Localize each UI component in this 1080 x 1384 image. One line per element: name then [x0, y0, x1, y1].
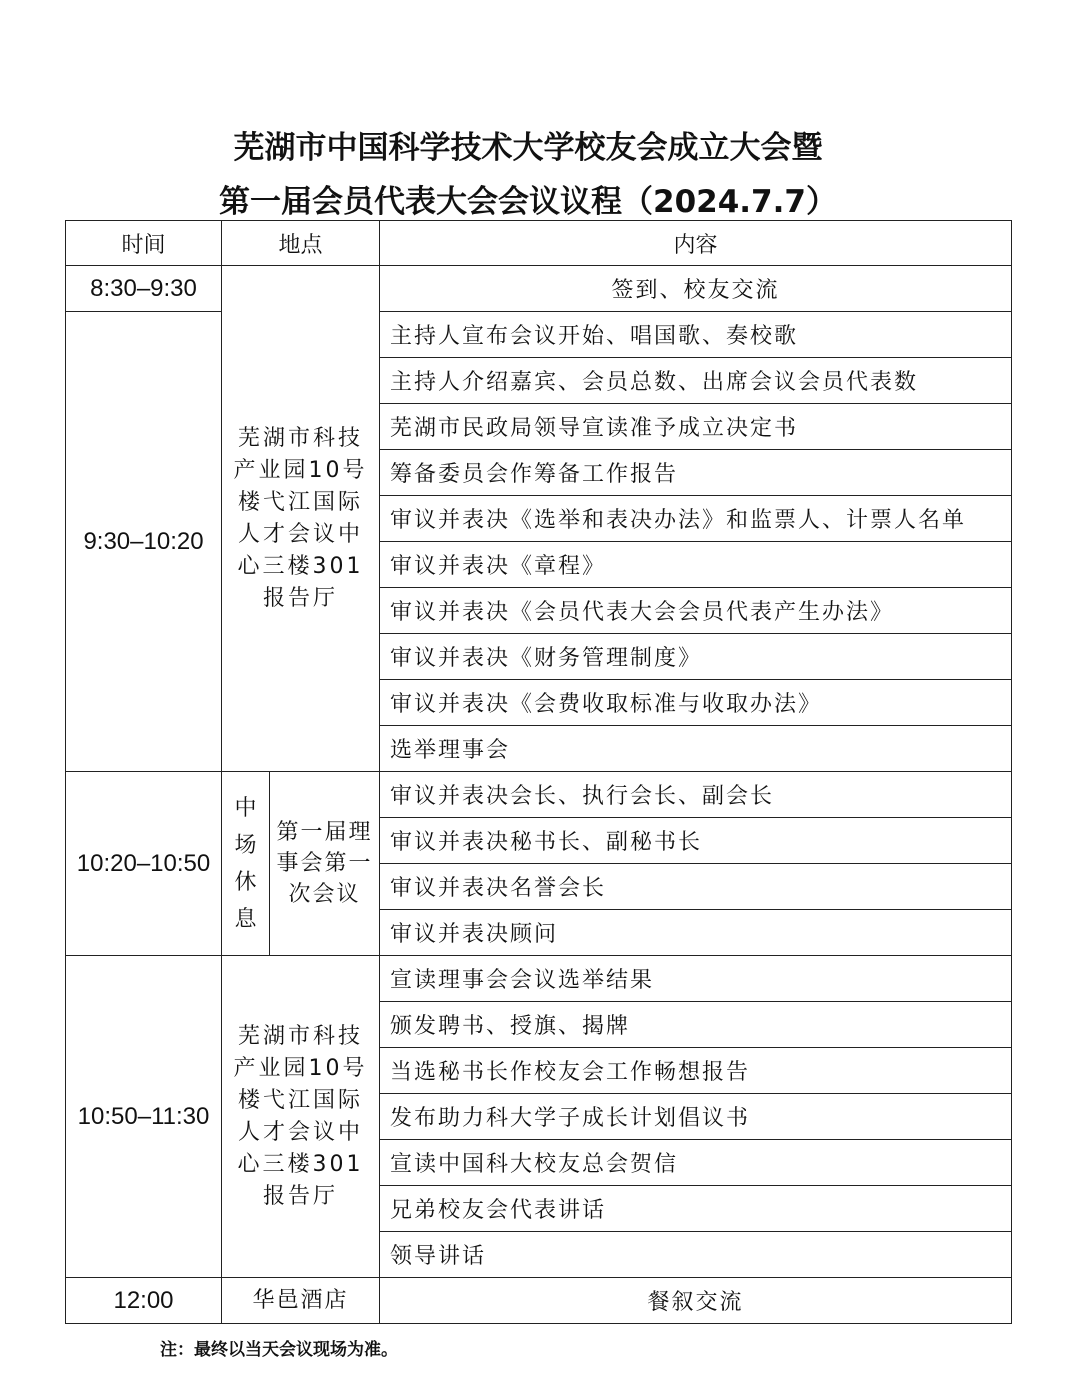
agenda-table — [65, 220, 1012, 1324]
place-cell: 芜湖市科技产业园10号楼弋江国际人才会议中心三楼301报告厅 — [222, 956, 380, 1278]
agenda-item: 审议并表决名誉会长 — [380, 864, 1012, 910]
agenda-item: 审议并表决《章程》 — [380, 542, 1012, 588]
meeting-cell: 第一届理事会第一次会议 — [270, 772, 380, 956]
place-cell: 华邑酒店 — [222, 1278, 380, 1324]
agenda-item: 颁发聘书、授旗、揭牌 — [380, 1002, 1012, 1048]
agenda-item: 宣读理事会会议选举结果 — [380, 956, 1012, 1002]
table-row — [66, 266, 1012, 312]
agenda-item: 当选秘书长作校友会工作畅想报告 — [380, 1048, 1012, 1094]
header-row — [66, 221, 1012, 266]
agenda-item: 审议并表决《选举和表决办法》和监票人、计票人名单 — [380, 496, 1012, 542]
agenda-item: 筹备委员会作筹备工作报告 — [380, 450, 1012, 496]
header-time: 时间 — [66, 221, 222, 266]
content-cell: 餐叙交流 — [380, 1278, 1012, 1324]
agenda-item: 审议并表决顾问 — [380, 910, 1012, 956]
agenda-item: 主持人宣布会议开始、唱国歌、奏校歌 — [380, 312, 1012, 358]
agenda-item: 审议并表决《会费收取标准与收取办法》 — [380, 680, 1012, 726]
agenda-item: 审议并表决《财务管理制度》 — [380, 634, 1012, 680]
time-cell: 10:50–11:30 — [66, 956, 222, 1278]
time-cell: 9:30–10:20 — [66, 312, 222, 772]
time-cell: 12:00 — [66, 1278, 222, 1324]
table-row — [66, 312, 1012, 358]
title-line-2: 第一届会员代表大会会议议程（2024.7.7） — [219, 184, 837, 220]
agenda-item: 审议并表决《会员代表大会会员代表产生办法》 — [380, 588, 1012, 634]
footnote: 注：最终以当天会议现场为准。 — [160, 1340, 398, 1360]
agenda-item: 选举理事会 — [380, 726, 1012, 772]
agenda-item: 审议并表决会长、执行会长、副会长 — [380, 772, 1012, 818]
agenda-item: 发布助力科大学子成长计划倡议书 — [380, 1094, 1012, 1140]
table-row — [66, 1278, 1012, 1324]
content-cell: 签到、校友交流 — [380, 266, 1012, 312]
time-cell: 8:30–9:30 — [66, 266, 222, 312]
agenda-item: 领导讲话 — [380, 1232, 1012, 1278]
header-place: 地点 — [222, 221, 380, 266]
agenda-item: 芜湖市民政局领导宣读准予成立决定书 — [380, 404, 1012, 450]
header-content: 内容 — [380, 221, 1012, 266]
title-line-1: 芜湖市中国科学技术大学校友会成立大会暨 — [233, 130, 823, 166]
place-cell: 芜湖市科技产业园10号楼弋江国际人才会议中心三楼301报告厅 — [222, 266, 380, 772]
break-label: 中场休息 — [234, 795, 257, 932]
break-cell — [222, 772, 270, 956]
agenda-item: 主持人介绍嘉宾、会员总数、出席会议会员代表数 — [380, 358, 1012, 404]
table-row — [66, 772, 1012, 818]
agenda-item: 兄弟校友会代表讲话 — [380, 1186, 1012, 1232]
agenda-item: 宣读中国科大校友总会贺信 — [380, 1140, 1012, 1186]
time-cell: 10:20–10:50 — [66, 772, 222, 956]
agenda-item: 审议并表决秘书长、副秘书长 — [380, 818, 1012, 864]
table-row — [66, 956, 1012, 1002]
